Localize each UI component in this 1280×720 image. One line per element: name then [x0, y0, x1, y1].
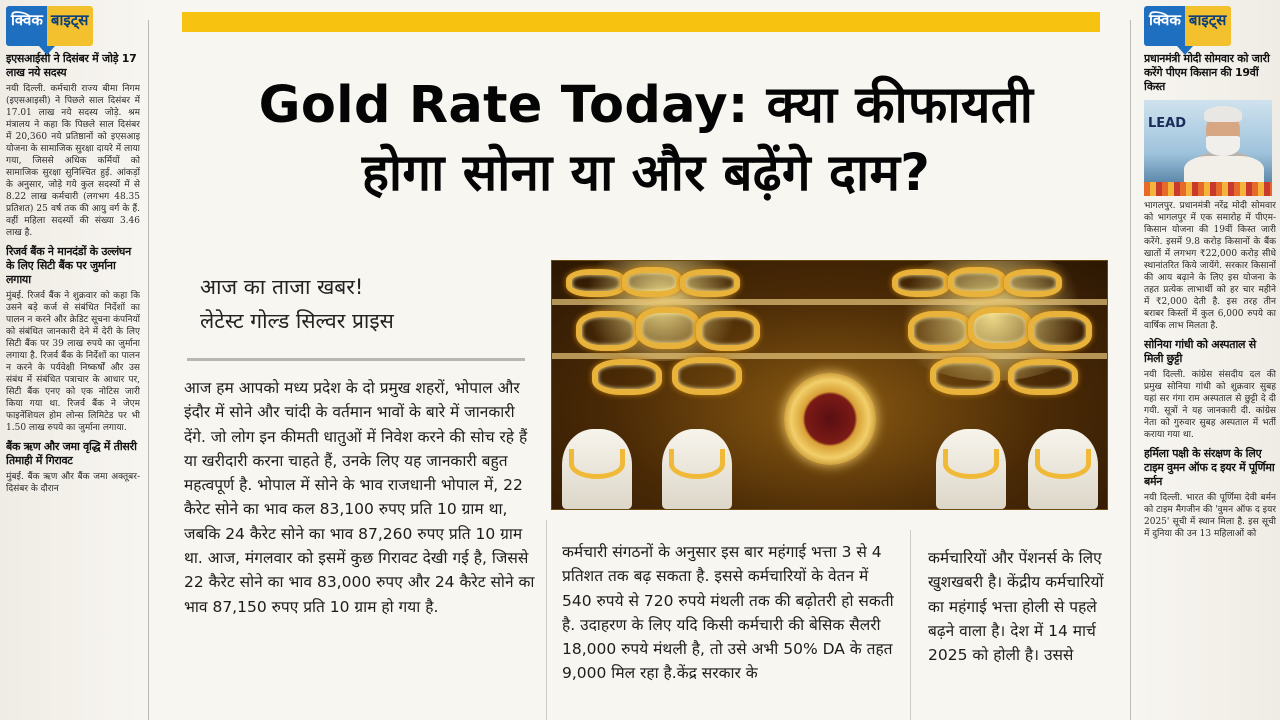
column-divider [1130, 20, 1131, 720]
left-quick-bytes-column [6, 0, 140, 720]
side-story-headline: बैंक ऋण और जमा वृद्धि में तीसरी तिमाही में गिरावट [6, 440, 137, 467]
yellow-top-bar [182, 12, 1100, 32]
article-body-column-2: कर्मचारी संगठनों के अनुसार इस बार महंगाई भत्ता 3 से 4 प्रतिशत तक बढ़ सकता है. इससे कर्मचारियों के वेतन में 540 रुपये से 720 रुपये मंथली तक की बढ़ोतरी हो सकती है. उदाहरण के लिए यदि किसी कर्मचारी की बेसिक सैलरी 18,000 रुपये मंथली है, तो उसे अभी 50% DA के तहत 9,000 मिल रहा है.केंद्र सरकार के [562, 543, 894, 683]
gold-jewellery-photo [551, 260, 1108, 510]
side-story-headline: प्रधानमंत्री मोदी सोमवार को जारी करेंगे पीएम किसान की 19वीं किस्त [1144, 52, 1270, 93]
headline-line-1: Gold Rate Today: क्या कीफायती [258, 76, 1034, 135]
quick-bytes-badge [1144, 6, 1274, 46]
side-story-body: भागलपुर. प्रधानमंत्री नरेंद्र मोदी सोमवार को भागलपुर में एक समारोह में पीएम-किसान योजना की 19वीं किस्त जारी करेंगे. इसमें 9.8 करोड़ किसानों के बैंक खातों में लगभग ₹22,000 करोड़ सीधे स्थानांतरित किये जायेंगे. सरकार किसानों की आय बढ़ाने के लिए इस योजना के तहत प्रत्येक लाभार्थी को हर चार महीने में ₹2,000 देती है. इस तरह तीन बराबर किस्तों में कुल 6,000 रुपये का वार्षिक लाभ मिलता है. [1144, 201, 1276, 331]
side-story-body: नयी दिल्ली. कांग्रेस संसदीय दल की प्रमुख सोनिया गांधी को शुक्रवार सुबह यहां सर गंगा राम अस्पताल से छुट्टी दे दी गयी. सूत्रों ने यह जानकारी दी. कांग्रेस नेता को गुरुवार सुबह अस्पताल में भर्ती कराया गया था. [1144, 370, 1276, 440]
article-body-column-3: कर्मचारियों और पेंशनर्स के लिए खुशखबरी है। केंद्रीय कर्मचारियों का महंगाई भत्ता होली से पहले बढ़ने वाला है। देश में 14 मार्च 2025 को होली है। उससे [928, 549, 1104, 665]
right-quick-bytes-column [1144, 0, 1276, 720]
badge-part2: बाइट्स [47, 6, 94, 46]
article-body-column-1: आज हम आपको मध्य प्रदेश के दो प्रमुख शहरों, भोपाल और इंदौर में सोने और चांदी के वर्तमान भावों के बारे में जानकारी देंगे. जो लोग इन कीमती धातुओं में निवेश करने की सोच रहे हैं या खरीदारी करना चाहते हैं, उनके लिए यह जानकारी बहुत महत्वपूर्ण है. भोपाल में सोने के भाव राजधानी भोपाल में, 22 कैरेट सोने का भाव कल 83,100 रुपए प्रति 10 ग्राम था, जबकि 24 कैरेट सोने का भाव 87,260 रुपए प्रति 10 ग्राम था. आज, मंगलवार को इसमें कुछ गिरावट देखी गई है, जिससे 22 कैरेट सोने का भाव 83,000 रुपए और 24 कैरेट सोने का भाव 87,150 रुपए प्रति 10 ग्राम हो गया है. [184, 379, 535, 616]
side-story-body: मुंबई. बैंक ऋण और बैंक जमा अक्तूबर-दिसंबर के दौरान [6, 472, 140, 494]
side-story-body: नयी दिल्ली. भारत की पूर्णिमा देवी बर्मन को टाइम मैगजीन की 'वुमन ऑफ द इयर 2025' सूची में स्थान मिला है. इस सूची में दुनिया की उन 13 महिलाओं को [1144, 493, 1276, 539]
kicker [200, 270, 530, 338]
pendant [784, 373, 876, 465]
badge-part1: क्विक [1144, 6, 1185, 46]
kicker-line-1: आज का ताजा खबर! [200, 275, 364, 299]
column-divider [546, 520, 547, 720]
headline-line-2: होगा सोना या और बढ़ेंगे दाम? [361, 144, 931, 203]
pm-modi-photo [1144, 100, 1272, 196]
column-divider [910, 530, 911, 720]
side-story-headline: इएसआईसी ने दिसंबर में जोड़े 17 लाख नये सदस्य [6, 52, 137, 79]
side-story-headline: रिजर्व बैंक ने मानदंडों के उल्लंघन के लिए सिटी बैंक पर जुर्माना लगाया [6, 245, 131, 286]
side-story-body: मुंबई. रिजर्व बैंक ने शुक्रवार को कहा कि उसने बड़े कर्ज से संबंधित निर्देशों का पालन न करने और क्रेडिट सूचना कंपनियों को संबंधित जानकारी देने में देरी के लिए सिटी बैंक पर 39 लाख रुपये का जुर्माना लगाया है. रिजर्व बैंक के निर्देशों का पालन न करने के पर्यवेक्षी निष्कर्षों और उस संबंध में संबंधित पत्राचार के आधार पर, सिटी बैंक एनए को एक नोटिस जारी किया गया था. रिजर्व बैंक ने जेएम फाइनेंशियल होम लोन्स लिमिटेड पर भी 1.50 लाख रुपये का जुर्माना लगाया. [6, 291, 140, 433]
photo-sign-text: LEAD [1148, 116, 1187, 131]
badge-part1: क्विक [6, 6, 47, 46]
quick-bytes-badge [6, 6, 136, 46]
kicker-divider [187, 358, 525, 361]
side-story-headline: सोनिया गांधी को अस्पताल से मिली छुट्टी [1144, 338, 1256, 365]
badge-part2: बाइट्स [1185, 6, 1232, 46]
main-headline [170, 72, 1122, 208]
side-story-body: नयी दिल्ली. कर्मचारी राज्य बीमा निगम (इएसआइसी) ने पिछले साल दिसंबर में 17.01 लाख नये सदस्य जोड़े. श्रम मंत्रालय ने कहा कि पिछले साल दिसंबर में 20,360 नये प्रतिष्ठानों को इएसआइ योजना के सामाजिक सुरक्षा दायरे में लाया गया, जिससे अधिक कर्मियों को सामाजिक सुरक्षा सुनिश्चित हुई. आंकड़ों के अनुसार, जोड़े गये कुल सदस्यों में से 8.22 लाख कर्मचारी (लगभग 48.35 प्रतिशत) 25 वर्ष तक की आयु वर्ग के हैं. वहीं महिला सदस्यों की संख्या 3.46 लाख है. [6, 84, 140, 238]
column-divider [148, 20, 149, 720]
side-story-headline: हर्मिला पक्षी के संरक्षण के लिए टाइम वुमन ऑफ द इयर में पूर्णिमा बर्मन [1144, 447, 1275, 488]
kicker-line-2: लेटेस्ट गोल्ड सिल्वर प्राइस [200, 309, 394, 333]
